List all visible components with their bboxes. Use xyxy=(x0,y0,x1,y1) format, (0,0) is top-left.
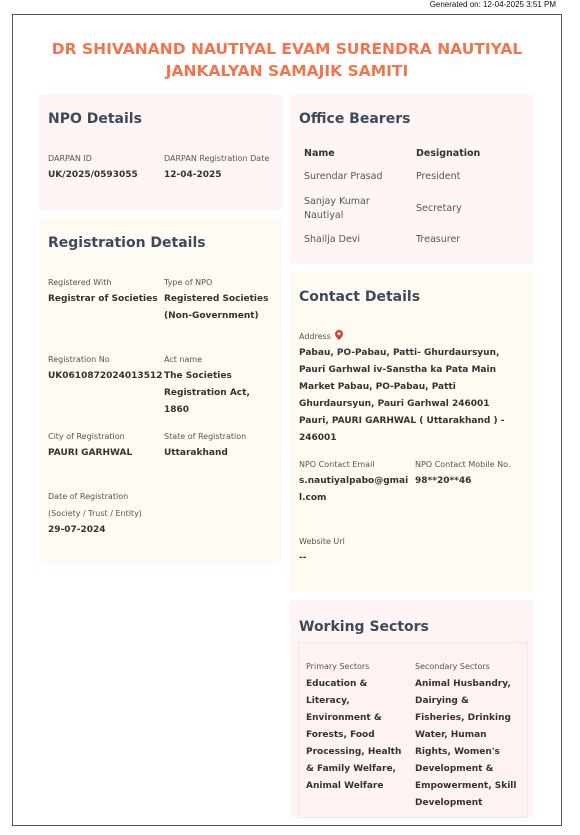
darpan-id-label: DARPAN ID xyxy=(48,154,92,163)
reg-date-label: Date of Registration (Society / Trust / Entity) xyxy=(48,492,142,518)
email-value: s.nautiyalpabo@gmail.com xyxy=(299,476,409,503)
bearer-name-1: Surendar Prasad xyxy=(304,171,383,182)
contact-details-card xyxy=(290,272,533,592)
website-label: Website Url xyxy=(299,537,345,546)
bearer-designation-2: Secretary xyxy=(416,203,462,214)
bearer-name-3: Shailja Devi xyxy=(304,234,361,245)
city-value: PAURI GARHWAL xyxy=(48,448,133,458)
registration-heading: Registration Details xyxy=(48,235,206,251)
mobile-label: NPO Contact Mobile No. xyxy=(415,460,511,469)
email-label: NPO Contact Email xyxy=(299,460,375,469)
mobile-value: 98**20**46 xyxy=(415,476,472,486)
contact-heading: Contact Details xyxy=(299,289,421,305)
registered-with-value: Registrar of Societies xyxy=(48,294,158,304)
primary-sectors-label: Primary Sectors xyxy=(306,662,370,671)
working-sectors-card xyxy=(290,600,533,818)
office-bearers-card xyxy=(290,94,533,264)
bearers-col-designation: Designation xyxy=(416,148,481,159)
generated-timestamp: Generated on: 12-04-2025 3:51 PM xyxy=(429,0,556,9)
address-label xyxy=(299,328,343,345)
darpan-reg-date-label: DARPAN Registration Date xyxy=(164,154,270,163)
address-label-text: Address xyxy=(299,332,331,341)
website-value: -- xyxy=(299,553,307,563)
secondary-sectors-value: Animal Husbandry, Dairying & Fisheries, Drinking Water, Human Rights, Women's Development & Empowerment, Skill Development xyxy=(415,679,517,808)
location-pin-icon xyxy=(335,329,343,337)
bearer-designation-3: Treasurer xyxy=(416,234,461,245)
sectors-inner-box xyxy=(298,642,528,818)
npo-details-card xyxy=(39,94,282,210)
npo-details-heading: NPO Details xyxy=(48,111,142,127)
npo-type-label: Type of NPO xyxy=(164,278,213,287)
bearer-name-2: Sanjay Kumar Nautiyal xyxy=(304,196,370,221)
address-value: Pabau, PO-Pabau, Patti- Ghurdaursyun, Pauri Garhwal iv-Sanstha ka Pata Main Market Pabau, PO-Pabau, Patti Ghurdaursyun, Pauri Garhwal 246001 Pauri, PAURI GARHWAL ( Uttarakhand ) - 246001 xyxy=(299,348,505,443)
darpan-reg-date-value: 12-04-2025 xyxy=(164,170,222,180)
npo-type-value: Registered Societies (Non-Government) xyxy=(164,294,269,321)
reg-no-value: UK0610872024013512 xyxy=(48,371,163,381)
reg-no-label: Registration No xyxy=(48,355,110,364)
darpan-id-value: UK/2025/0593055 xyxy=(48,170,138,180)
office-bearers-heading: Office Bearers xyxy=(299,111,411,127)
registered-with-label: Registered With xyxy=(48,278,112,287)
registration-details-card xyxy=(39,218,282,564)
act-name-label: Act name xyxy=(164,355,203,364)
title-line-1: DR SHIVANAND NAUTIYAL EVAM SURENDRA NAUTIYAL xyxy=(51,40,523,58)
act-name-value: The Societies Registration Act, 1860 xyxy=(164,371,250,415)
primary-sectors-value: Education & Literacy, Environment & Forests, Food Processing, Health & Family Welfare, Animal Welfare xyxy=(306,679,402,791)
state-value: Uttarakhand xyxy=(164,448,228,458)
bearers-col-name: Name xyxy=(304,148,335,159)
secondary-sectors-label: Secondary Sectors xyxy=(415,662,490,671)
bearer-designation-1: President xyxy=(416,171,461,182)
reg-date-value: 29-07-2024 xyxy=(48,525,106,535)
title-line-2: JANKALYAN SAMAJIK SAMITI xyxy=(165,62,409,80)
city-label: City of Registration xyxy=(48,432,125,441)
state-label: State of Registration xyxy=(164,432,247,441)
sectors-heading: Working Sectors xyxy=(299,619,429,635)
organization-title xyxy=(12,38,562,82)
